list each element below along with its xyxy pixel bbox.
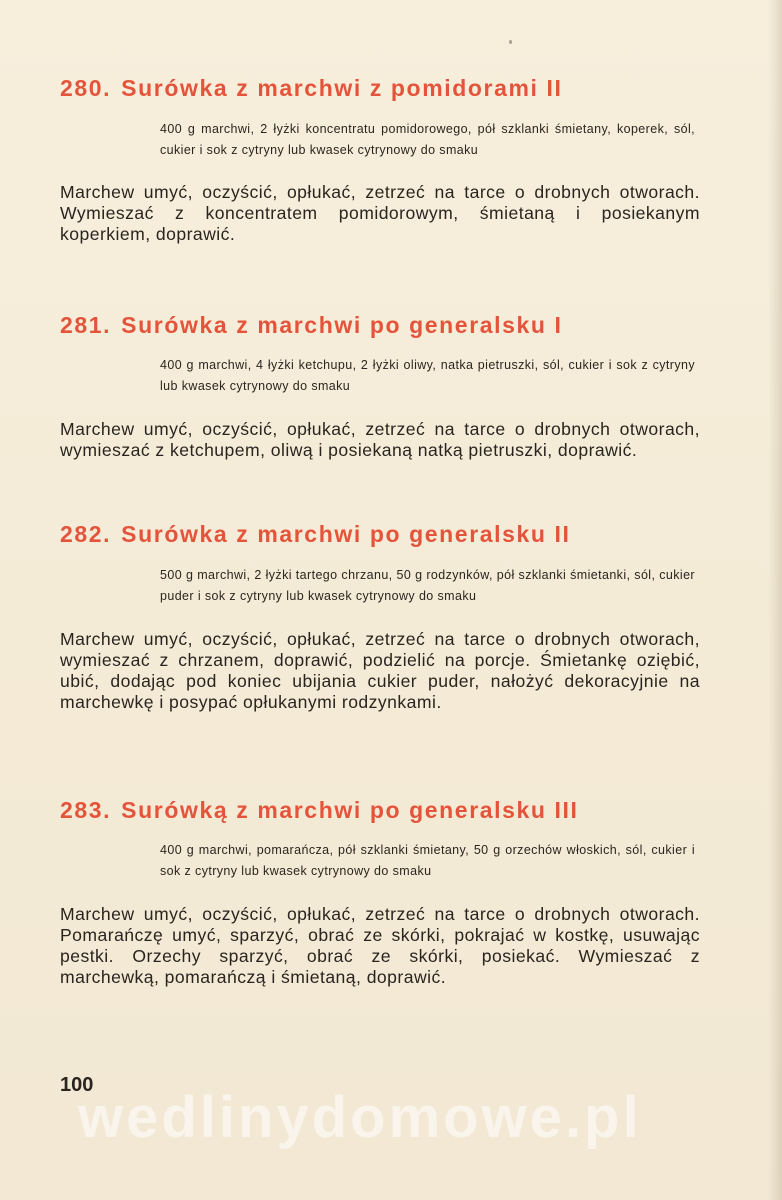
recipe-ingredients: 400 g marchwi, 4 łyżki ketchupu, 2 łyżki oliwy, natka pietruszki, sól, cukier i sok z cytryny lub kwasek cytrynowy do smaku: [160, 358, 695, 393]
recipe-ingredients: 400 g marchwi, pomarańcza, pół szklanki śmietany, 50 g orzechów włoskich, sól, cukier i sok z cytryny lub kwasek cytrynowy do smaku: [160, 843, 695, 878]
recipe-281: [60, 311, 700, 461]
recipe-ingredients: 400 g marchwi, 2 łyżki koncentratu pomidorowego, pół szklanki śmietany, koperek, sól, cukier i sok z cytryny lub kwasek cytrynowy do smaku: [160, 122, 695, 157]
recipe-instructions: Marchew umyć, oczyścić, opłukać, zetrzeć na tarce o drobnych otworach. Wymieszać z koncentratem pomidorowym, śmietaną i posiekanym koperkiem, doprawić.: [60, 182, 700, 244]
paper-speck: [509, 40, 512, 44]
watermark: wedlinydomowe.pl: [78, 1085, 642, 1150]
recipe-283: [60, 796, 700, 988]
recipe-name: Surówka z marchwi po generalsku I: [121, 312, 563, 338]
recipe-name: Surówką z marchwi po generalsku III: [121, 797, 579, 823]
recipe-instructions: Marchew umyć, oczyścić, opłukać, zetrzeć na tarce o drobnych otworach, wymieszać z chrzanem, doprawić, podzielić na porcje. Śmietankę oziębić, ubić, dodając pod koniec ubijania cukier puder, nałożyć dekoracyjnie na marchewkę i posypać opłukanymi rodzynkami.: [60, 629, 700, 712]
recipe-ingredients: 500 g marchwi, 2 łyżki tartego chrzanu, 50 g rodzynków, pół szklanki śmietanki, sól, cukier puder i sok z cytryny lub kwasek cytrynowy do smaku: [160, 568, 695, 603]
recipe-number: 282.: [60, 521, 112, 547]
recipe-number: 281.: [60, 312, 112, 338]
recipe-282: [60, 520, 700, 713]
page-edge-shadow: [768, 0, 782, 1200]
recipe-instructions: Marchew umyć, oczyścić, opłukać, zetrzeć na tarce o drobnych otworach. Pomarańczę umyć, sparzyć, obrać ze skórki, pokrajać w kostkę, usuwając pestki. Orzechy sparzyć, obrać ze skórki, posiekać. Wymieszać z marchewką, pomarańczą i śmietaną, doprawić.: [60, 904, 700, 987]
recipe-instructions: Marchew umyć, oczyścić, opłukać, zetrzeć na tarce o drobnych otworach, wymieszać z ketchupem, oliwą i posiekaną natką pietruszki, doprawić.: [60, 419, 700, 460]
recipe-number: 283.: [60, 797, 112, 823]
recipe-280: [60, 74, 700, 245]
recipe-title: [60, 796, 700, 824]
recipe-number: 280.: [60, 75, 112, 101]
recipe-title: [60, 520, 700, 548]
recipe-name: Surówka z marchwi z pomidorami II: [121, 75, 563, 101]
recipe-title: [60, 311, 700, 339]
recipe-name: Surówka z marchwi po generalsku II: [121, 521, 571, 547]
recipe-title: [60, 74, 700, 102]
page-number: 100: [60, 1074, 94, 1096]
